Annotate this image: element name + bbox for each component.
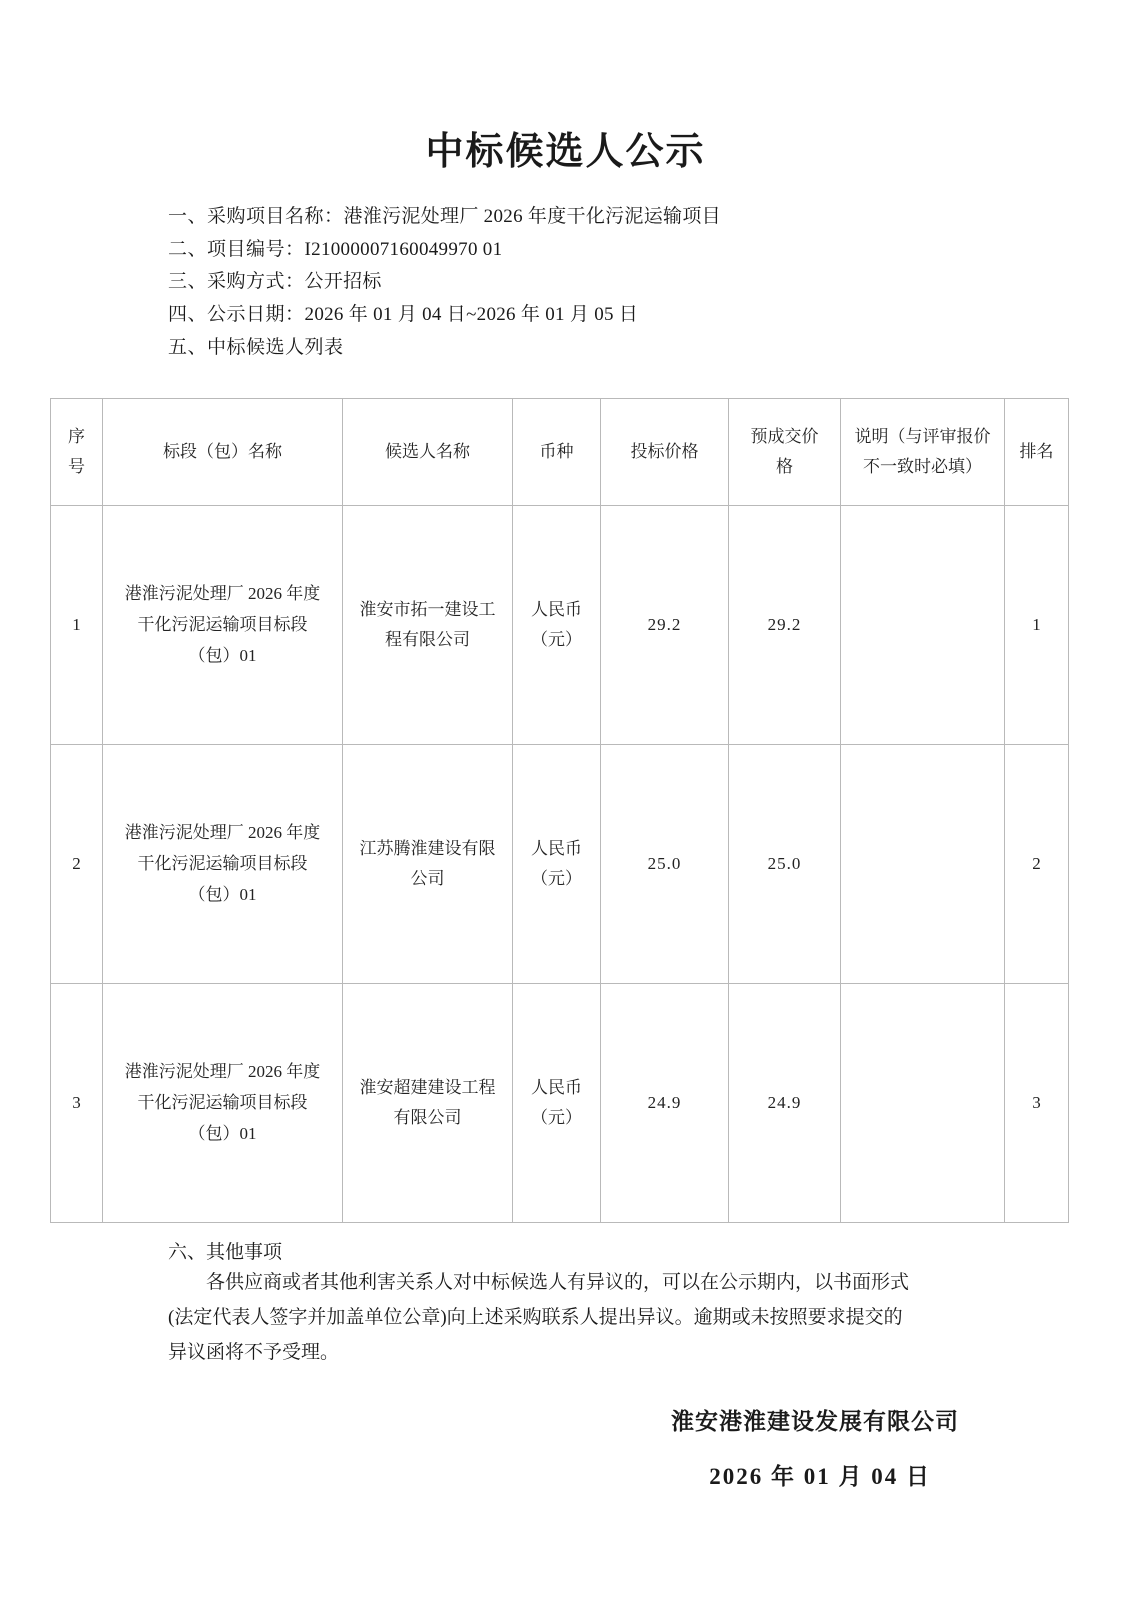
- meta-value-project-number: I21000007160049970 01: [304, 238, 503, 260]
- cell-bid-price: 25.0: [601, 745, 729, 984]
- table-header-index: [51, 399, 103, 506]
- cell-currency: [513, 506, 601, 745]
- cell-currency-line2: （元）: [531, 1108, 582, 1128]
- cell-candidate-name-line1: 淮安超建建设工程: [359, 1077, 496, 1097]
- cell-lot-name-line3: （包）01: [188, 884, 257, 904]
- other-matters-title: 六、其他事项: [168, 1242, 283, 1264]
- meta-item-publicity-date: [168, 299, 1081, 332]
- other-matters-paragraph-2: (法定代表人签字并加盖单位公章)向上述采购联系人提出异议。逾期或未按照要求提交的: [168, 1307, 903, 1329]
- table-header-note-line2: 不一致时必填）: [863, 457, 982, 477]
- table-header-pre-price-line1: 预成交价: [750, 426, 819, 446]
- meta-label-candidate-list: 五、中标候选人列表: [168, 336, 344, 358]
- cell-lot-name: [103, 506, 343, 745]
- table-header-pre-price: [729, 399, 841, 506]
- cell-index: 2: [51, 745, 103, 984]
- cell-pre-price: 25.0: [729, 745, 841, 984]
- cell-candidate-name-line1: 淮安市拓一建设工: [359, 599, 496, 619]
- cell-currency-line1: 人民币: [531, 599, 582, 619]
- cell-lot-name-line1: 港淮污泥处理厂 2026 年度: [124, 584, 321, 604]
- cell-lot-name-line2: 干化污泥运输项目标段: [137, 615, 308, 635]
- cell-lot-name-line2: 干化污泥运输项目标段: [137, 1093, 308, 1113]
- table-header-index-line1: 序: [68, 426, 85, 446]
- cell-lot-name-line2: 干化污泥运输项目标段: [137, 854, 308, 874]
- meta-value-project-name: 港淮污泥处理厂 2026 年度干化污泥运输项目: [343, 206, 721, 227]
- other-matters-section: [168, 1237, 1081, 1368]
- issuer-signature: 淮安港淮建设发展有限公司: [671, 1408, 959, 1434]
- cell-note: [841, 745, 1005, 984]
- other-matters-paragraph-1: 各供应商或者其他利害关系人对中标候选人有异议的，可以在公示期内，以书面形式: [206, 1272, 910, 1294]
- cell-currency-line1: 人民币: [531, 838, 582, 858]
- table-header-index-line2: 号: [68, 457, 85, 477]
- cell-bid-price: 29.2: [601, 506, 729, 745]
- cell-index: 1: [51, 506, 103, 745]
- cell-lot-name-line3: （包）01: [188, 645, 257, 665]
- table-row: [51, 984, 1069, 1223]
- meta-value-purchase-method: 公开招标: [304, 271, 382, 293]
- meta-item-project-name: [168, 201, 1081, 234]
- other-matters-paragraph-3: 异议函将不予受理。: [168, 1341, 340, 1363]
- cell-candidate-name: [343, 506, 513, 745]
- table-row: [51, 745, 1069, 984]
- table-header-currency: 币种: [513, 399, 601, 506]
- cell-rank: 3: [1005, 984, 1069, 1223]
- table-row: [51, 506, 1069, 745]
- meta-label-project-number: 二、项目编号：: [168, 238, 305, 260]
- meta-item-project-number: [168, 234, 1081, 267]
- cell-note: [841, 506, 1005, 745]
- cell-candidate-name-line1: 江苏腾淮建设有限: [359, 838, 496, 858]
- cell-lot-name: [103, 745, 343, 984]
- cell-lot-name: [103, 984, 343, 1223]
- cell-currency-line1: 人民币: [531, 1077, 582, 1097]
- cell-rank: 1: [1005, 506, 1069, 745]
- cell-candidate-name-line2: 有限公司: [393, 1108, 462, 1128]
- meta-value-publicity-date: 2026 年 01 月 04 日~2026 年 01 月 05 日: [304, 304, 639, 326]
- cell-currency: [513, 745, 601, 984]
- table-header-candidate-name: 候选人名称: [343, 399, 513, 506]
- page-title: 中标候选人公示: [425, 131, 706, 173]
- cell-candidate-name-line2: 公司: [410, 869, 445, 889]
- issue-date: 2026 年 01 月 04 日: [709, 1463, 931, 1489]
- cell-currency: [513, 984, 601, 1223]
- table-header-rank: 排名: [1005, 399, 1069, 506]
- cell-candidate-name-line2: 程有限公司: [385, 630, 470, 650]
- cell-currency-line2: （元）: [531, 630, 582, 650]
- table-header-note-line1: 说明（与评审报价: [854, 426, 991, 446]
- cell-bid-price: 24.9: [601, 984, 729, 1223]
- cell-lot-name-line3: （包）01: [188, 1123, 257, 1143]
- table-header-note: [841, 399, 1005, 506]
- table-header-bid-price: 投标价格: [601, 399, 729, 506]
- cell-currency-line2: （元）: [531, 869, 582, 889]
- meta-label-purchase-method: 三、采购方式：: [168, 271, 305, 293]
- meta-item-purchase-method: [168, 266, 1081, 299]
- candidate-table: [50, 398, 1069, 1223]
- meta-label-publicity-date: 四、公示日期：: [168, 304, 305, 326]
- table-header-lot-name: 标段（包）名称: [103, 399, 343, 506]
- cell-index: 3: [51, 984, 103, 1223]
- cell-rank: 2: [1005, 745, 1069, 984]
- cell-pre-price: 29.2: [729, 506, 841, 745]
- meta-label-project-name: 一、采购项目名称：: [168, 206, 344, 227]
- cell-lot-name-line1: 港淮污泥处理厂 2026 年度: [124, 823, 321, 843]
- table-header-row: [51, 399, 1069, 506]
- cell-candidate-name: [343, 745, 513, 984]
- cell-pre-price: 24.9: [729, 984, 841, 1223]
- project-meta-list: [168, 201, 1081, 364]
- meta-item-candidate-list: [168, 332, 1081, 365]
- table-header-pre-price-line2: 格: [776, 457, 793, 477]
- cell-candidate-name: [343, 984, 513, 1223]
- cell-note: [841, 984, 1005, 1223]
- cell-lot-name-line1: 港淮污泥处理厂 2026 年度: [124, 1062, 321, 1082]
